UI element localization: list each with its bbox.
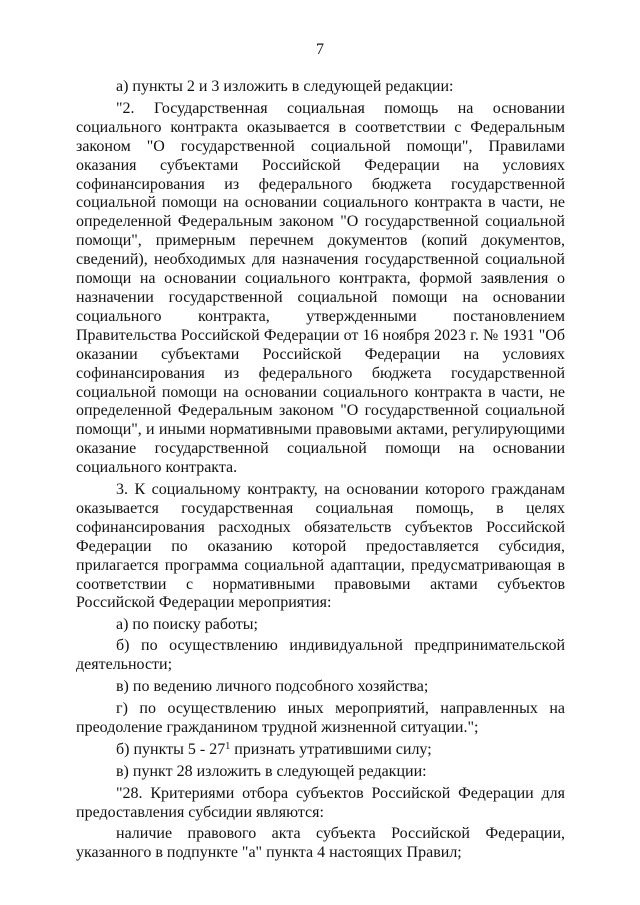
paragraph-amendment-b xyxy=(76,741,565,760)
paragraph-point-28: "28. Критериями отбора субъектов Российской Федерации для предоставления субсидии являются: xyxy=(76,784,565,821)
paragraph-point-3: 3. К социальному контракту, на основании которого гражданам оказывается государственная социальная помощь, в целях софинансирования расходных обязательств субъектов Российской Федерации по оказанию которой предоставляется субсидия, прилагается программа социальной адаптации, предусматривающая в соответствии с нормативными правовыми актами субъектов Российской Федерации мероприятия: xyxy=(76,481,565,612)
list-item-job-search: а) по поиску работы; xyxy=(116,616,258,634)
paragraph-amendment-c: в) пункт 28 изложить в следующей редакции: xyxy=(116,762,427,780)
list-item-entrepreneurship: б) по осуществлению индивидуальной предпринимательской деятельности; xyxy=(76,637,565,674)
amendment-b-text-end: признать утратившими силу; xyxy=(230,740,432,758)
superscript-mark: 1 xyxy=(225,740,231,752)
document-body xyxy=(76,78,565,863)
amendment-b-text: б) пункты 5 - 27 xyxy=(116,740,226,758)
paragraph-criterion: наличие правового акта субъекта Российской Федерации, указанного в подпункте "а" пункта 4 настоящих Правил; xyxy=(76,825,565,862)
list-item-other-measures: г) по осуществлению иных мероприятий, направленных на преодоление гражданином трудной жизненной ситуации."; xyxy=(76,700,565,736)
paragraph-amendment-a: а) пункты 2 и 3 изложить в следующей редакции: xyxy=(116,78,454,95)
paragraph-point-2: "2. Государственная социальная помощь на основании социального контракта оказывается в соответствии с Федеральным законом "О государственной социальной помощи", Правилами оказания субъектами Российской Федерации на условиях софинансирования из федерального бюджета государственной социальной помощи на основании социального контракта в части, не определенной Федеральным законом "О государственной социальной помощи", примерным перечнем документов (копий документов, сведений), необходимых для назначения государственной социальной помощи на основании социального контракта, формой заявления о назначении государственной социальной помощи на основании социального контракта, утвержденными постановлением Правительства Российской Федерации от 16 ноября 2023 г. № 1931 "Об оказании субъектами Российской Федерации на условиях софинансирования из федерального бюджета государственной социальной помощи на основании социального контракта в части, не определенной Федеральным законом "О государственной социальной помощи", и иными нормативными правовыми актами, регулирующими оказание государственной социальной помощи на основании социального контракта. xyxy=(76,99,565,477)
list-item-household: в) по ведению личного подсобного хозяйства; xyxy=(116,678,429,696)
page-number: 7 xyxy=(316,41,324,58)
